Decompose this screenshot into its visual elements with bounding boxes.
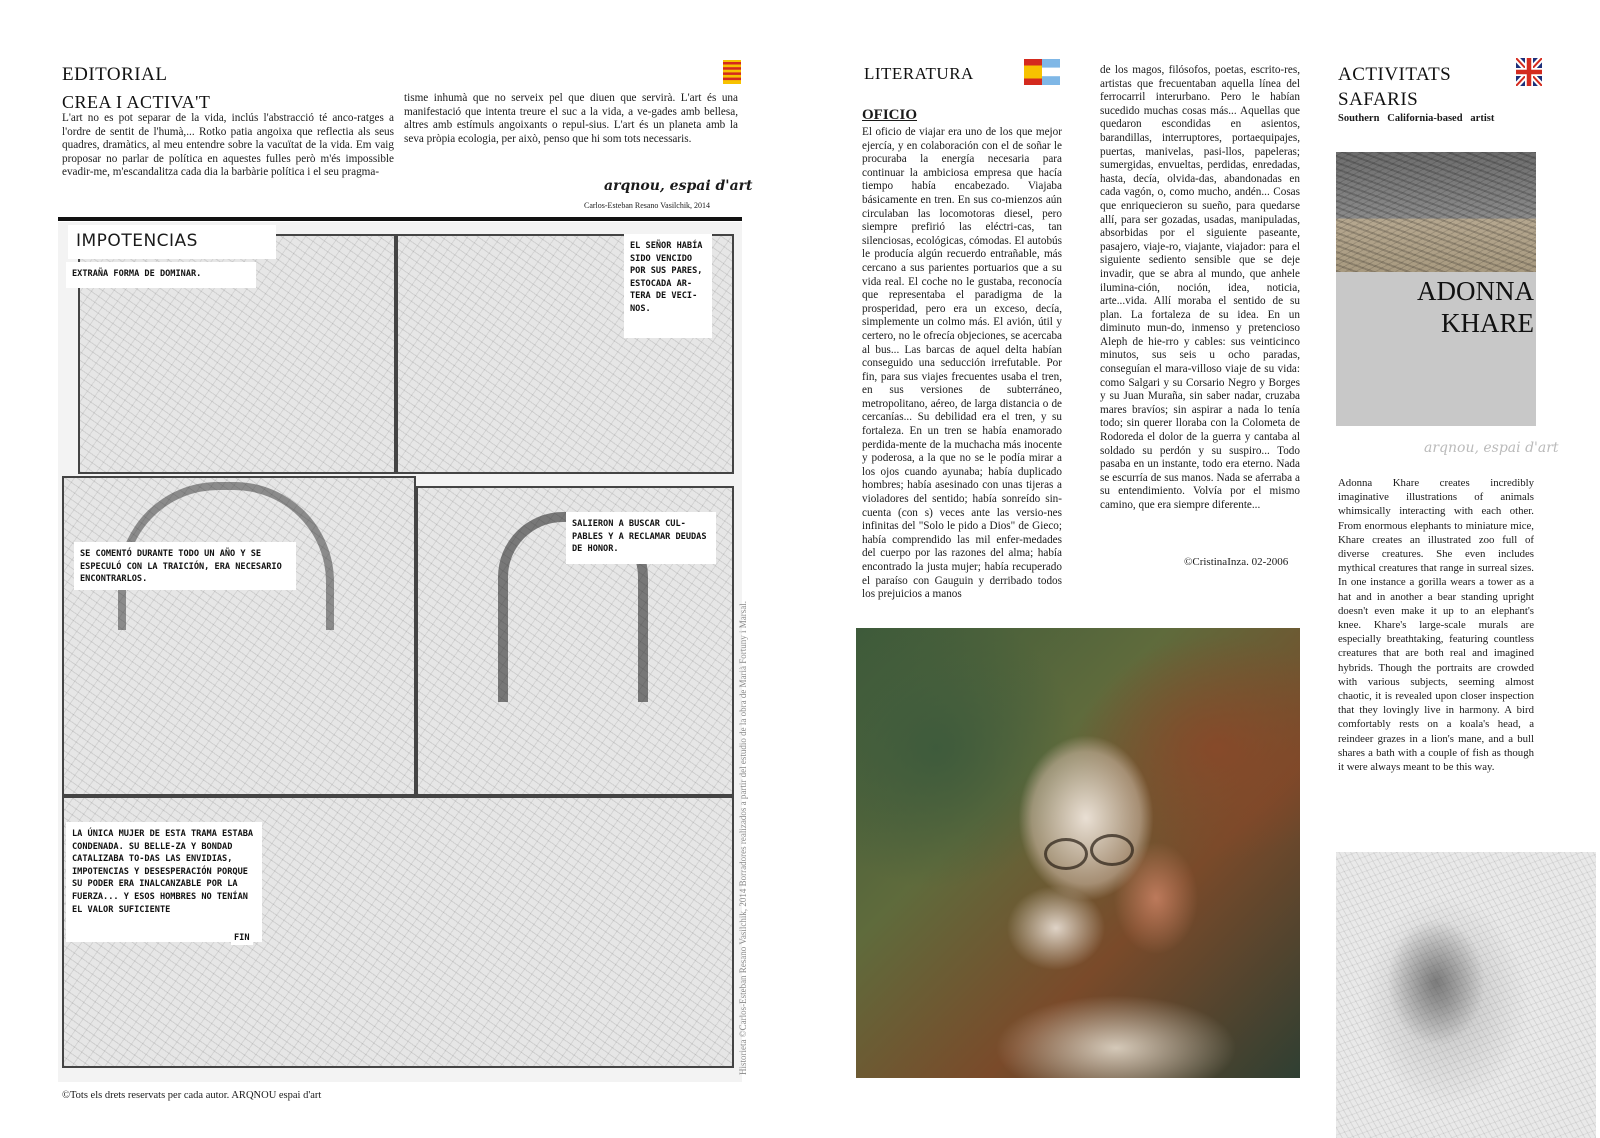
painting-glasses-2 (1090, 834, 1134, 866)
editorial-heading: EDITORIAL (62, 64, 168, 85)
argentina-flag-icon (1042, 59, 1060, 85)
lion-drawing (1336, 852, 1596, 1138)
activitats-heading: ACTIVITATS (1338, 64, 1452, 85)
artist-name-line-1: ADONNA (1417, 276, 1534, 306)
footer-copyright: ©Tots els drets reservats per cada autor. ARQNOU espai d'art (62, 1090, 322, 1101)
literatura-title: OFICIO (862, 107, 918, 123)
editorial-rule (58, 217, 742, 221)
arqnou-logo: arqnou, espai d'art (1424, 440, 1559, 456)
comic-fin: FIN (231, 932, 253, 945)
portrait-painting (856, 628, 1300, 1078)
comic-caption-1: EXTRAÑA FORMA DE DOMINAR. (66, 262, 256, 288)
mural-photo (1336, 152, 1536, 272)
comic-caption-3: SE COMENTÓ DURANTE TODO UN AÑO Y SE ESPECULÓ CON LA TRAICIÓN, ERA NECESARIO ENCONTRARLOS. (74, 542, 296, 590)
literatura-copyright: ©CristinaInza. 02-2006 (1184, 556, 1289, 568)
comic-page (58, 222, 742, 1082)
editorial-column-2: tisme inhumà que no serveix pel que diuen que servirà. L'art és una manifestació que intenta treure el suc a la vida, a ve-gades amb bellesa, altres amb estímuls angoixants o repul-sius. L'art és un planeta amb la seva pròpia ecologia, per això, penso que hi som tots necessaris. (404, 92, 738, 145)
literatura-column-2: de los magos, filósofos, poetas, escrito-res, artistas que frecuentaban aquella línea del ferrocarril interurbano. Pero le habían sucedido muchas cosas más... Aquellas que quedaron escondidas en asientos, barandillas, interruptores, portaequipajes, puertas, manivelas, pasi-llos, papeleras; sumergidas, envueltas, perdidas, enredadas, hasta, decía, olvida-das, abandonadas en cada vagón, o, como mucho, andén... Cosas que enriquecieron su sueño, para quedarse allí, para ser gozadas, usadas, manipuladas, absorbidas por el siguiente paseante, pasajero, viaje-ro, viajante, viajador: para el siguiente sediento sensible que se deje invadir, que se abra al mundo, que anhele ilumina-ción, noción, idea, noticia, arte...vida. Allí moraba el sentido de su plan. La fortaleza de su idea. En un diminuto mun-do, inmenso y pretencioso Aleph de hie-rro y cables: sus veinticinco minutos, sus seis u ocho paradas, conseguían el mara-villoso viaje de su vida: como Salgari y su Corsario Negro y Borges y su Juan Muraña, sin saber nadar, cruzaba mares bravíos; sin aspirar a nada lo tenía todo; sin querer lloraba con la Colometa de Rodoreda el dolor de la guerra y cantaba al soldado su perdón y su suspiro... Todo pasaba en un instante, todo era eterno. Nada se escurría de sus manos. Nada se aferraba a su entendimiento. Volvía por el mismo camino, que era siempre diferente... (1100, 64, 1300, 511)
literatura-column-1: El oficio de viajar era uno de los que mejor ejercía, y en colaboración con el de soñar le procuraba la energía necesaria para continuar la ambiciosa empresa que hacía tiempo había encabezado. Viajaba básicamente en tren. En sus co-mienzos aún circulaban las locomotoras diesel, pero siempre prefirió las eléctri-cas, tan silenciosas, ecológicas, cómodas. El autobús le producía algún recuerdo entrañable, más cercano a sus parientes portuarios que a su vida real. El coche no le gustaba, reconocía que representaba el paradigma de la prosperidad, pero era un exceso, decía, simplemente un colmo más. El avión, útil y certero, no le ofrecía objeciones, se acercaba al bus... Las barcas de aquel delta habían conseguido una seducción irrefutable. Por fin, para sus viajes frecuentes usaba el tren, en sus versiones de subterráneo, metropolitano, aéreo, de larga distancia o de cercanías... Su debilidad era el tren, y su fortaleza. En un tren se había enamorado perdida-mente de la muchacha más inocente y poderosa, a la que no se le podía mirar a los ojos cuando ayunaba; había duplicado hombres; había asesinado con unas tijeras a violadores del sentido; había sonreído sin-cuenta (con s) veces ante las versio-nes infinitas del "Solo le pido a Dios" de Gieco; había comprendido las mil enfer-medades del cuerpo por las razones del alma; había encontrado la justa mujer; había recuperado el paraíso con Gauguin y derribado todos los prejuicios a manos (862, 126, 1063, 601)
artist-name-line-2: KHARE (1441, 308, 1534, 338)
comic-vertical-credit: Historieta ©Carlos-Esteban Resano Vasilchik, 2014 Borradores realizados a partir del estudio de la obra de Marià Fortuny i Marsal. (738, 600, 748, 1075)
editorial-credit: Carlos-Esteban Resano Vasilchik, 2014 (584, 201, 711, 210)
spain-flag-icon (1024, 59, 1042, 85)
literatura-heading: LITERATURA (864, 64, 974, 83)
comic-caption-2: EL SEÑOR HABÍA SIDO VENCIDO POR SUS PARES, ESTOCADA AR-TERA DE VECI-NOS. (624, 234, 712, 338)
editorial-subheading: CREA I ACTIVA'T (62, 92, 211, 112)
comic-title-box (68, 225, 276, 259)
activitats-tagline: Southern California-based artist (1338, 113, 1495, 124)
comic-caption-4: SALIERON A BUSCAR CUL-PABLES Y A RECLAMAR DEUDAS DE HONOR. (566, 512, 716, 564)
activitats-subheading: SAFARIS (1338, 89, 1419, 110)
comic-caption-5: LA ÚNICA MUJER DE ESTA TRAMA ESTABA CONDENADA. SU BELLE-ZA Y BONDAD CATALIZABA TO-DAS LAS ENVIDIAS, IMPOTENCIAS Y DESESPERACIÓN PORQUE SU PODER ERA INALCANZABLE POR LA FUERZA... Y ESOS HOMBRES NO TENÍAN EL VALOR SUFICIENTE (66, 822, 262, 942)
artist-cover (1336, 152, 1536, 426)
catalan-flag-icon (723, 60, 741, 84)
uk-flag-icon (1516, 58, 1542, 86)
editorial-column-1: L'art no es pot separar de la vida, inclús l'abstracció té anco-ratges a l'ordre de sentit de l'humà,... Rotko patia angoixa que reflectia als seus quadres, dramàtics, al meu entendre sobre la vacuïtat de la vida. Em vaig proposar no parlar de política en aquestes fulles però m'és impossible evadir-me, m'escandalitza cada dia la barbàrie política i el seu pragma- (62, 112, 394, 179)
painting-glasses (1044, 838, 1088, 870)
activitats-body: Adonna Khare creates incredibly imaginative illustrations of animals whimsically interacting with each other. From enormous elephants to miniature mice, Khare creates an illustrated zoo full of diverse creatures. She even includes mythical creatures that range in surreal sizes. In one instance a gorilla wears a tower as a hat and in another a bear standing upright doesn't even make it up to an elephant's knee. Khare's large-scale murals are especially breathtaking, featuring countless creatures that are both real and imagined hybrids. Though the portraits are crowded with various subjects, seeming almost chaotic, it is revealed upon closer inspection that they lovingly live in harmony. A bird comfortably rests on a koala's head, a reindeer grazes in a lion's mane, and a bull shares a bath with a couple of fish as though it were always meant to be this way. (1338, 477, 1534, 774)
editorial-signature: arqnou, espai d'art (604, 178, 753, 194)
comic-title: IMPOTENCIAS (76, 231, 198, 251)
